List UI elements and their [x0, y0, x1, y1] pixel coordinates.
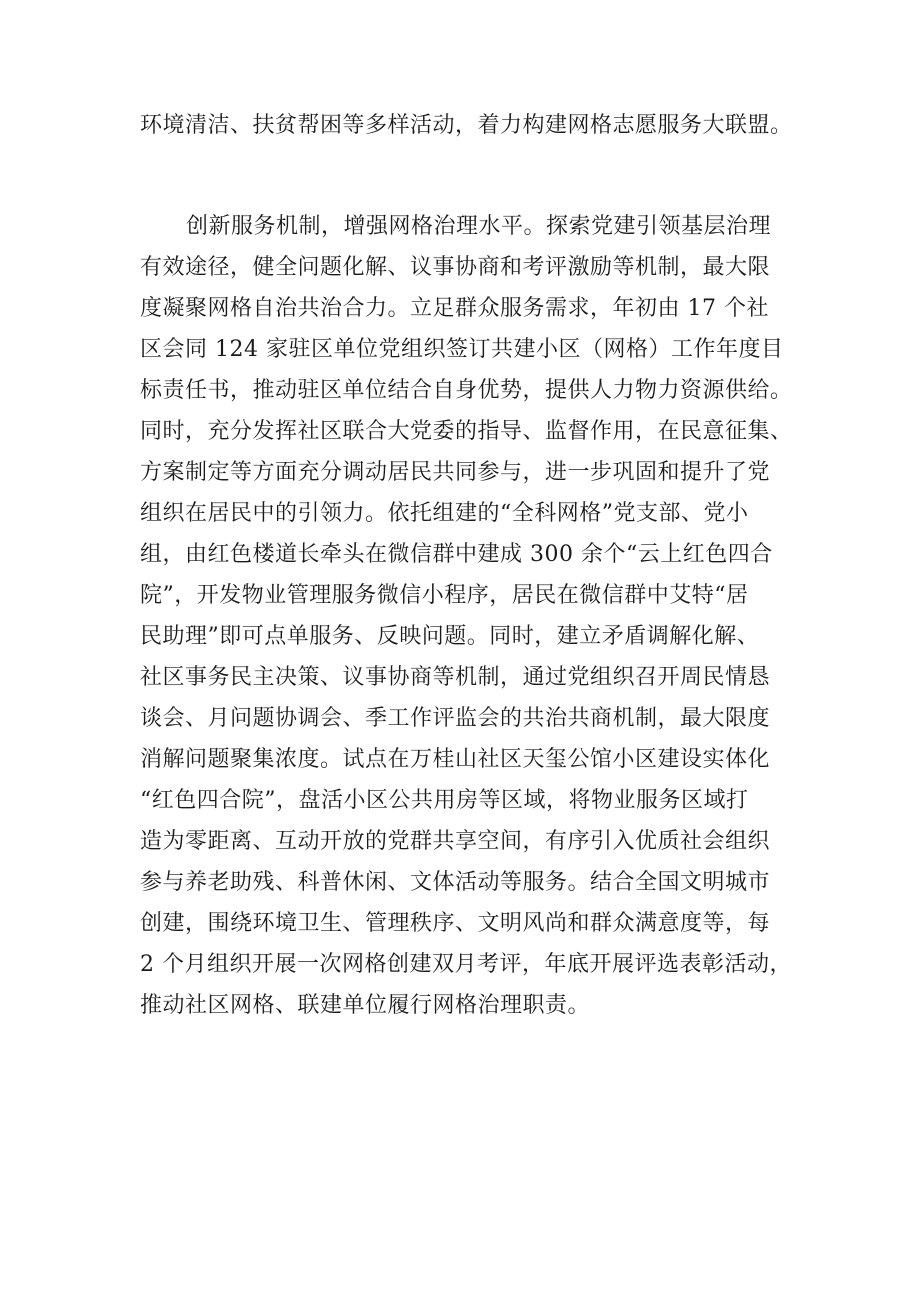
paragraph-2-line-3: 度凝聚网格自治共治合力。立足群众服务需求，年初由 17 个社	[140, 296, 769, 321]
paragraph-2-line-18: 创建，围绕环境卫生、管理秩序、文明风尚和群众满意度等，每	[140, 911, 771, 936]
paragraph-2-line-11: 民助理”即可点单服务、反映问题。同时，建立矛盾调解化解、	[140, 624, 760, 649]
paragraph-2-line-4: 区会同 124 家驻区单位党组织签订共建小区（网格）工作年度目	[140, 337, 784, 362]
paragraph-2-line-2: 有效途径，健全问题化解、议事协商和考评激励等机制，最大限	[140, 255, 771, 280]
paragraph-2-line-14: 消解问题聚集浓度。试点在万桂山社区天玺公馆小区建设实体化	[140, 747, 771, 772]
paragraph-2-line-16: 造为零距离、互动开放的党群共享空间，有序引入优质社会组织	[140, 829, 771, 854]
paragraph-2-line-12: 社区事务民主决策、议事协商等机制，通过党组织召开周民情恳	[140, 665, 771, 690]
paragraph-2-line-8: 组织在居民中的引领力。依托组建的“全科网格”党支部、党小	[140, 501, 749, 526]
paragraph-2-line-5: 标责任书，推动驻区单位结合自身优势，提供人力物力资源供给。	[140, 378, 793, 403]
paragraph-2-line-9: 组，由红色楼道长牵头在微信群中建成 300 余个“云上红色四合	[140, 542, 773, 567]
paragraph-2-line-17: 参与养老助残、科普休闲、文体活动等服务。结合全国文明城市	[140, 870, 771, 895]
paragraph-1-line-1: 环境清洁、扶贫帮困等多样活动，着力构建网格志愿服务大联盟。	[140, 113, 793, 138]
paragraph-2-line-10: 院”，开发物业管理服务微信小程序，居民在微信群中艾特“居	[140, 583, 749, 608]
paragraph-2-line-13: 谈会、月问题协调会、季工作评监会的共治共商机制，最大限度	[140, 706, 771, 731]
paragraph-2-line-6: 同时，充分发挥社区联合大党委的指导、监督作用，在民意征集、	[140, 419, 793, 444]
paragraph-2-line-7: 方案制定等方面充分调动居民共同参与，进一步巩固和提升了党	[140, 460, 771, 485]
paragraph-2-line-19: 2 个月组织开展一次网格创建双月考评，年底开展评选表彰活动，	[140, 952, 792, 977]
paragraph-2-line-15: “红色四合院”，盘活小区公共用房等区域，将物业服务区域打	[140, 788, 749, 813]
paragraph-2-line-20: 推动社区网格、联建单位履行网格治理职责。	[140, 993, 591, 1018]
paragraph-2-line-1: 创新服务机制，增强网格治理水平。探索党建引领基层治理	[186, 214, 772, 239]
